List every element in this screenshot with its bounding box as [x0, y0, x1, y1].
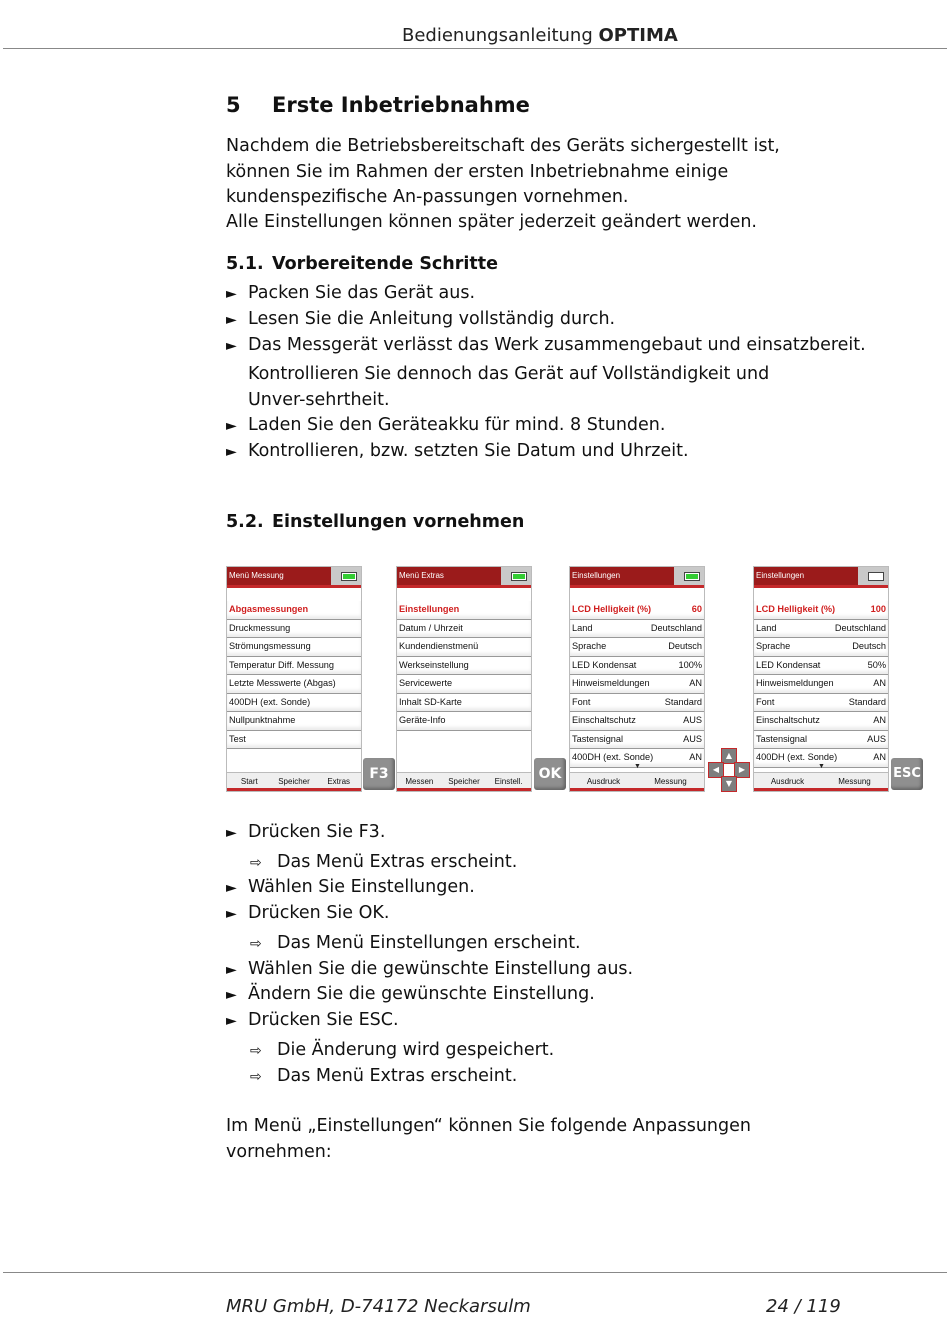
- step-item: ► Laden Sie den Geräteakku für mind. 8 Stunden.: [226, 415, 666, 435]
- setting-row[interactable]: Sprache Deutsch: [570, 638, 704, 657]
- menu-item[interactable]: Inhalt SD-Karte: [397, 694, 531, 713]
- softkey-speicher[interactable]: Speicher: [448, 777, 480, 786]
- device-screen-menu-extras: [396, 566, 532, 792]
- page-number: 24 / 119: [766, 1296, 841, 1317]
- softkey-ausdruck[interactable]: Ausdruck: [770, 777, 805, 786]
- setting-row[interactable]: Land Deutschland: [570, 620, 704, 639]
- navigation-pad[interactable]: [708, 748, 748, 790]
- setting-row[interactable]: LED Kondensat 100%: [570, 657, 704, 676]
- screen-title: Menü Extras: [397, 567, 531, 585]
- menu-item[interactable]: 400DH (ext. Sonde): [227, 694, 361, 713]
- ok-key[interactable]: OK: [534, 758, 566, 790]
- menu-item[interactable]: Einstellungen: [397, 601, 531, 620]
- nav-left-icon[interactable]: ◀: [708, 762, 724, 778]
- battery-icon: [341, 572, 357, 581]
- setting-row[interactable]: Einschaltschutz AUS: [570, 712, 704, 731]
- menu-item[interactable]: Strömungsmessung: [227, 638, 361, 657]
- screen-title: Menü Messung: [227, 567, 361, 585]
- battery-icon: [868, 572, 884, 581]
- step-item: ► Lesen Sie die Anleitung vollständig durch.: [226, 309, 616, 329]
- menu-item[interactable]: Servicewerte: [397, 675, 531, 694]
- intro-paragraph-2: Alle Einstellungen können später jederzeit geändert werden.: [226, 212, 757, 232]
- setting-row[interactable]: Font Standard: [754, 694, 888, 713]
- step-result: ⇨ Das Menü Extras erscheint.: [250, 852, 518, 872]
- screen-title: Einstellungen: [754, 567, 888, 585]
- step-item: ► Drücken Sie OK.: [226, 903, 390, 923]
- step-item: ► Kontrollieren, bzw. setzten Sie Datum und Uhrzeit.: [226, 441, 689, 461]
- scroll-down-icon: ▼: [818, 763, 825, 770]
- setting-row[interactable]: Hinweismeldungen AN: [570, 675, 704, 694]
- softkey-messen[interactable]: Messen: [405, 777, 434, 786]
- closing-paragraph: Im Menü „Einstellungen“ können Sie folgende Anpassungen vornehmen:: [226, 1116, 751, 1162]
- setting-row[interactable]: LED Kondensat 50%: [754, 657, 888, 676]
- setting-row[interactable]: LCD Helligkeit (%) 60: [570, 601, 704, 620]
- softkey-start[interactable]: Start: [240, 777, 258, 786]
- nav-up-icon[interactable]: ▲: [721, 748, 737, 764]
- step-result: ⇨ Das Menü Einstellungen erscheint.: [250, 933, 581, 953]
- menu-item[interactable]: Kundendienstmenü: [397, 638, 531, 657]
- header-title: Bedienungsanleitung OPTIMA: [402, 25, 678, 46]
- softkey-messung[interactable]: Messung: [654, 777, 687, 786]
- step-continuation: Kontrollieren Sie dennoch das Gerät auf Vollständigkeit und Unver-sehrtheit.: [248, 364, 770, 410]
- softkey-messung[interactable]: Messung: [838, 777, 871, 786]
- menu-item[interactable]: Letzte Messwerte (Abgas): [227, 675, 361, 694]
- footer-rule: [3, 1272, 947, 1273]
- scroll-down-icon: ▼: [634, 763, 641, 770]
- device-screen-einstellungen: [569, 566, 705, 792]
- menu-item[interactable]: Geräte-Info: [397, 712, 531, 731]
- step-item: ► Drücken Sie ESC.: [226, 1010, 399, 1030]
- footer-company: MRU GmbH, D-74172 Neckarsulm: [226, 1296, 531, 1317]
- menu-item[interactable]: Druckmessung: [227, 620, 361, 639]
- esc-key[interactable]: ESC: [891, 758, 923, 790]
- setting-row[interactable]: Tastensignal AUS: [570, 731, 704, 750]
- section-heading: 5 Erste Inbetriebnahme: [226, 93, 530, 117]
- menu-item[interactable]: Nullpunktnahme: [227, 712, 361, 731]
- step-result: ⇨ Das Menü Extras erscheint.: [250, 1066, 518, 1086]
- battery-icon: [511, 572, 527, 581]
- setting-row[interactable]: Einschaltschutz AN: [754, 712, 888, 731]
- step-item: ► Drücken Sie F3.: [226, 822, 386, 842]
- step-item: ► Packen Sie das Gerät aus.: [226, 283, 476, 303]
- battery-icon: [684, 572, 700, 581]
- step-item: ► Ändern Sie die gewünschte Einstellung.: [226, 984, 595, 1004]
- nav-right-icon[interactable]: ▶: [734, 762, 750, 778]
- screen-title: Einstellungen: [570, 567, 704, 585]
- menu-item[interactable]: Temperatur Diff. Messung: [227, 657, 361, 676]
- setting-row[interactable]: 400DH (ext. Sonde) AN: [570, 749, 704, 768]
- f3-key[interactable]: F3: [363, 758, 395, 790]
- step-item: ► Wählen Sie die gewünschte Einstellung aus.: [226, 959, 634, 979]
- device-screen-menu-messung: [226, 566, 362, 792]
- step-result: ⇨ Die Änderung wird gespeichert.: [250, 1040, 555, 1060]
- softkey-extras[interactable]: Extras: [327, 777, 351, 786]
- subsection-heading-1: 5.1. Vorbereitende Schritte: [226, 254, 498, 274]
- step-item: ► Das Messgerät verlässt das Werk zusammengebaut und einsatzbereit.: [226, 335, 866, 355]
- setting-row[interactable]: Hinweismeldungen AN: [754, 675, 888, 694]
- setting-row[interactable]: LCD Helligkeit (%) 100: [754, 601, 888, 620]
- softkey-speicher[interactable]: Speicher: [278, 777, 310, 786]
- device-screen-einstellungen-changed: [753, 566, 889, 792]
- menu-item[interactable]: Abgasmessungen: [227, 601, 361, 620]
- nav-down-icon[interactable]: ▼: [721, 776, 737, 792]
- setting-row[interactable]: 400DH (ext. Sonde) AN: [754, 749, 888, 768]
- setting-row[interactable]: Land Deutschland: [754, 620, 888, 639]
- setting-row[interactable]: Sprache Deutsch: [754, 638, 888, 657]
- setting-row[interactable]: Font Standard: [570, 694, 704, 713]
- softkey-einstell[interactable]: Einstell.: [494, 777, 523, 786]
- softkey-ausdruck[interactable]: Ausdruck: [586, 777, 621, 786]
- setting-row[interactable]: Tastensignal AUS: [754, 731, 888, 750]
- header-rule: [3, 48, 947, 49]
- menu-item[interactable]: Test: [227, 731, 361, 750]
- menu-item[interactable]: Werkseinstellung: [397, 657, 531, 676]
- step-item: ► Wählen Sie Einstellungen.: [226, 877, 475, 897]
- subsection-heading-2: 5.2. Einstellungen vornehmen: [226, 512, 525, 532]
- intro-paragraph: Nachdem die Betriebsbereitschaft des Geräts sichergestellt ist, können Sie im Rahmen der ersten Inbetriebnahme einige kundenspezifische An-passungen vornehmen.: [226, 136, 780, 207]
- menu-item[interactable]: Datum / Uhrzeit: [397, 620, 531, 639]
